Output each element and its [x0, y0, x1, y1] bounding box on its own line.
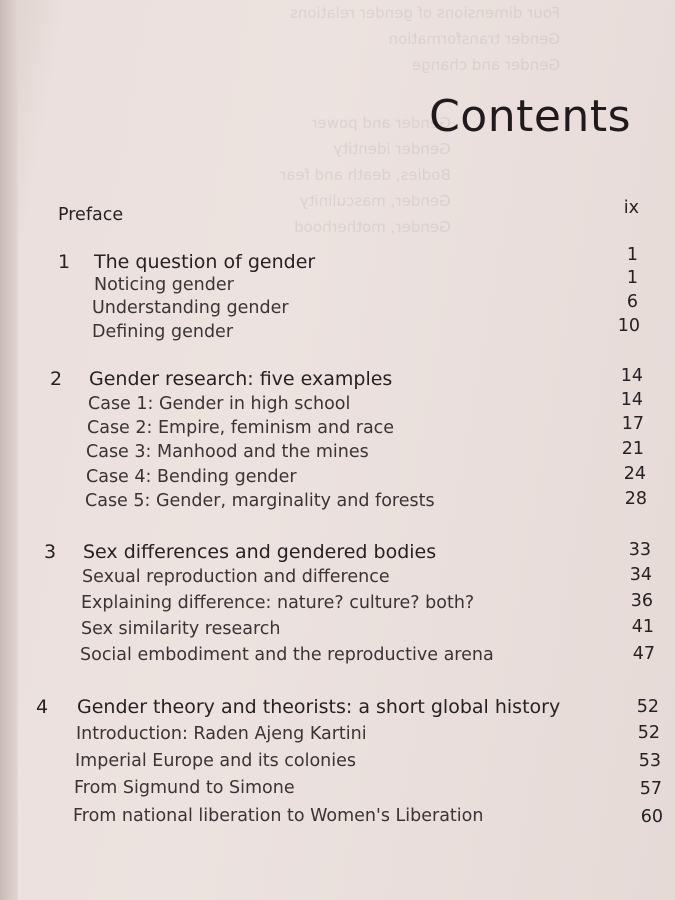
- chapter-4-title: Gender theory and theorists: a short global history: [77, 696, 561, 718]
- section-1-3: Defining gender: [92, 322, 234, 342]
- chapter-1-number: 1: [58, 251, 71, 273]
- page-gutter: [0, 0, 18, 900]
- chapter-4-number: 4: [36, 696, 49, 718]
- section-3-4-page: 47: [632, 644, 655, 664]
- section-4-1-page: 52: [637, 723, 660, 743]
- section-2-3-page: 21: [621, 439, 644, 459]
- section-4-3: From Sigmund to Simone: [74, 778, 295, 798]
- section-2-4-page: 24: [623, 464, 646, 484]
- chapter-2-title: Gender research: five examples: [89, 368, 393, 390]
- section-2-1-page: 14: [620, 390, 643, 410]
- section-3-2-page: 36: [630, 591, 653, 611]
- section-3-3: Sex similarity research: [81, 619, 281, 639]
- section-2-2: Case 2: Empire, feminism and race: [87, 418, 395, 438]
- section-4-2-page: 53: [638, 751, 661, 771]
- section-4-1: Introduction: Raden Ajeng Kartini: [76, 724, 367, 744]
- section-2-4: Case 4: Bending gender: [86, 467, 297, 487]
- chapter-3-title: Sex differences and gendered bodies: [83, 541, 437, 563]
- section-2-5: Case 5: Gender, marginality and forests: [85, 491, 435, 511]
- chapter-1-title: The question of gender: [94, 251, 316, 273]
- section-3-1: Sexual reproduction and difference: [82, 567, 390, 587]
- show-through-text: Gender and power Gender identity Bodies, death and fear Gender, masculinity Gender, motherhood: [280, 114, 451, 236]
- section-4-2: Imperial Europe and its colonies: [75, 751, 357, 771]
- preface-label: Preface: [58, 205, 124, 225]
- section-3-2: Explaining difference: nature? culture? both?: [81, 593, 475, 613]
- section-1-1: Noticing gender: [94, 275, 234, 295]
- section-4-4: From national liberation to Women's Liberation: [73, 806, 484, 826]
- section-2-5-page: 28: [624, 489, 647, 509]
- section-2-1: Case 1: Gender in high school: [88, 394, 351, 414]
- chapter-1-page: 1: [626, 245, 638, 265]
- chapter-4-page: 52: [636, 697, 659, 717]
- section-3-1-page: 34: [629, 565, 652, 585]
- section-2-2-page: 17: [621, 414, 644, 434]
- chapter-2-page: 14: [620, 366, 643, 386]
- chapter-2-number: 2: [50, 368, 63, 390]
- section-1-2-page: 6: [626, 292, 638, 312]
- section-4-3-page: 57: [639, 779, 662, 799]
- section-1-1-page: 1: [626, 268, 638, 288]
- show-through-text: Four dimensions of gender relations Gender transformation Gender and change: [290, 4, 561, 74]
- section-1-2: Understanding gender: [92, 298, 289, 318]
- section-1-3-page: 10: [617, 316, 640, 336]
- page-title: Contents: [429, 91, 631, 143]
- chapter-3-page: 33: [628, 540, 651, 560]
- section-2-3: Case 3: Manhood and the mines: [86, 442, 369, 462]
- chapter-3-number: 3: [44, 541, 57, 563]
- preface-page: ix: [623, 198, 639, 218]
- section-3-3-page: 41: [631, 617, 654, 637]
- section-3-4: Social embodiment and the reproductive arena: [80, 645, 494, 665]
- section-4-4-page: 60: [640, 807, 663, 827]
